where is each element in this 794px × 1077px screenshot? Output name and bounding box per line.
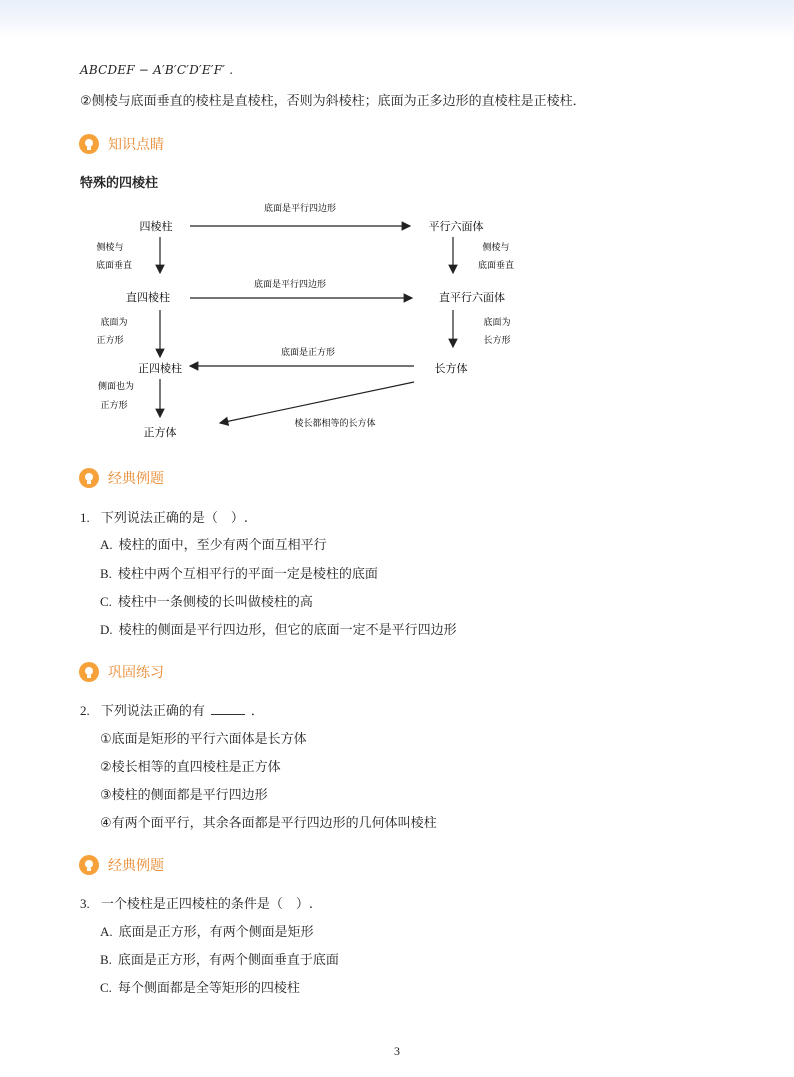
node-parallelepiped: 平行六面体 (428, 220, 484, 233)
prism-formula: ABCDEF − A′B′C′D′E′F′ . (80, 63, 234, 77)
edge-label-8b: 正方形 (100, 401, 128, 411)
question-number: 2. (80, 703, 90, 718)
node-cube: 正方体 (143, 426, 177, 439)
option-d[interactable] (100, 619, 457, 638)
section-title: 巩固练习 (108, 665, 164, 681)
statement-1: ①底面是矩形的平行六面体是长方体 (100, 732, 307, 747)
lightbulb-icon (79, 662, 99, 682)
question-text-end: ． (250, 704, 264, 719)
statement-4: ④有两个面平行，其余各面都是平行四边形的几何体叫棱柱 (100, 816, 437, 831)
option-letter: A. (100, 924, 113, 939)
page-header-band (0, 0, 794, 38)
option-text: 棱柱的面中，至少有两个面互相平行 (118, 538, 327, 553)
statement-2: ②棱长相等的直四棱柱是正方体 (100, 760, 281, 775)
edge-label-6a: 底面为 (483, 318, 511, 328)
node-regular-quadrangular-prism: 正四棱柱 (138, 362, 182, 375)
option-b[interactable] (100, 563, 378, 582)
node-quadrangular-prism: 四棱柱 (139, 220, 173, 233)
question-2 (80, 700, 264, 719)
edge-arrow-9 (220, 382, 414, 423)
question-text: 下列说法正确的有 (100, 704, 205, 719)
answer-blank[interactable] (211, 702, 245, 715)
question-1 (80, 507, 248, 526)
question-number: 3. (80, 896, 90, 911)
node-right-parallelepiped: 直平行六面体 (439, 291, 505, 304)
section-title: 知识点睛 (108, 137, 164, 153)
option-text: 棱柱中两个互相平行的平面一定是棱柱的底面 (117, 567, 378, 582)
section-heading-classic-example-1 (79, 468, 164, 488)
option-letter: B. (100, 952, 112, 967)
edge-label-6b: 长方形 (483, 336, 511, 346)
question-number: 1. (80, 510, 90, 525)
lightbulb-icon (79, 855, 99, 875)
edge-label-9: 棱长都相等的长方体 (294, 419, 376, 429)
lightbulb-icon (79, 468, 99, 488)
node-cuboid: 长方体 (434, 362, 468, 375)
option-text: 底面是正方形，有两个侧面是矩形 (118, 925, 314, 940)
option-a[interactable] (100, 921, 314, 940)
edge-label-5b: 正方形 (96, 336, 124, 346)
node-right-quadrangular-prism: 直四棱柱 (126, 291, 170, 304)
option-letter: D. (100, 622, 113, 637)
section-heading-classic-example-2 (79, 855, 164, 875)
edge-label-2b: 底面垂直 (95, 261, 133, 271)
section-title: 经典例题 (108, 471, 164, 487)
edge-label-3b: 底面垂直 (477, 261, 515, 271)
edge-label-3a: 侧棱与 (482, 243, 510, 253)
option-letter: A. (100, 537, 113, 552)
option-letter: B. (100, 566, 112, 581)
section-heading-practice (79, 662, 164, 682)
edge-label-5a: 底面为 (100, 318, 128, 328)
option-c[interactable] (100, 977, 300, 996)
edge-label-1: 底面是平行四边形 (263, 204, 337, 214)
edge-label-2a: 侧棱与 (96, 243, 124, 253)
question-text: 一个棱柱是正四棱柱的条件是（ ）. (100, 897, 313, 912)
option-b[interactable] (100, 949, 339, 968)
diagram-title: 特殊的四棱柱 (80, 176, 159, 191)
option-text: 棱柱的侧面是平行四边形，但它的底面一定不是平行四边形 (118, 623, 457, 638)
section-title: 经典例题 (108, 858, 164, 874)
page-number: 3 (394, 1044, 400, 1058)
option-text: 每个侧面都是全等矩形的四棱柱 (117, 981, 300, 996)
edge-label-7: 底面是正方形 (280, 348, 336, 358)
option-letter: C. (100, 980, 112, 995)
section-heading-knowledge (79, 134, 164, 154)
question-3 (80, 893, 313, 912)
statement-3: ③棱柱的侧面都是平行四边形 (100, 788, 268, 803)
quadrangular-prism-diagram (0, 195, 794, 450)
option-letter: C. (100, 594, 112, 609)
option-a[interactable] (100, 534, 327, 553)
option-text: 底面是正方形，有两个侧面垂直于底面 (117, 953, 339, 968)
option-text: 棱柱中一条侧棱的长叫做棱柱的高 (117, 595, 313, 610)
lightbulb-icon (79, 134, 99, 154)
question-text: 下列说法正确的是（ ）. (100, 511, 248, 526)
option-c[interactable] (100, 591, 313, 610)
definition-text: ②侧棱与底面垂直的棱柱是直棱柱，否则为斜棱柱；底面为正多边形的直棱柱是正棱柱． (80, 94, 586, 109)
edge-label-4: 底面是平行四边形 (253, 280, 327, 290)
edge-label-8a: 侧面也为 (97, 382, 135, 392)
